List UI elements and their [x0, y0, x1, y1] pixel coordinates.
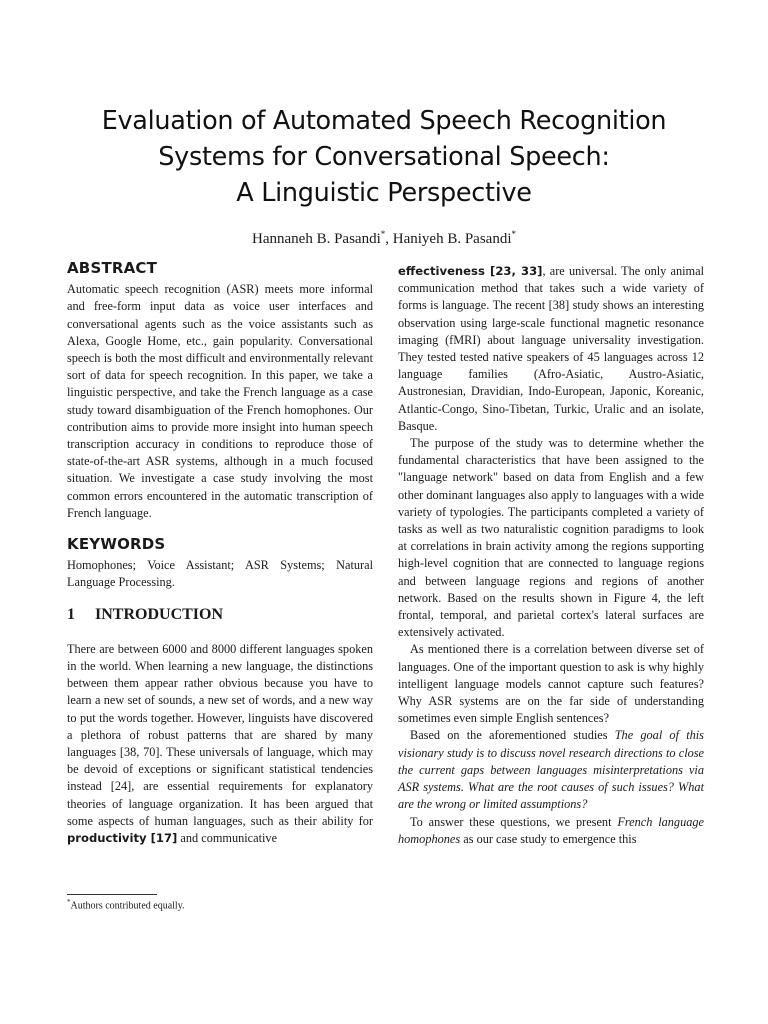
author-mark: *: [380, 229, 386, 239]
introduction-heading: [67, 606, 373, 623]
intro-p1-text: There are between 6000 and 8000 different languages spoken in the world. When learning a new language, the distinctions between them appear rather obvious because you have to learn a new set of sounds, a new set of words, and a new way to put the words together. However, linguists have discovered a plethora of robust patterns that are shared by many languages [38, 70]. These universals of language, which may be devoid of exceptions or significant statistical tendencies instead [24], are essential requirements for explanatory theories of language organization. It has been argued that some aspects of human languages, such as their ability for: [67, 641, 373, 828]
abstract-text: Automatic speech recognition (ASR) meets more informal and free-form input data as voice user interfaces and conversational agents such as the voice assistants such as Alexa, Google Home, etc., gain popularity. Conversational speech is both the most difficult and environmentally relevant sort of data for speech recognition. In this paper, we take a linguistic perspective, and take the French language as a case study toward disambiguation of the French homophones. Our contribution aims to provide more insight into human speech transcription accuracy in conditions to reproduce those of state-of-the-art ASR systems, although in a much focused situation. We investigate a case study involving the most common errors encountered in the automatic transcription of French language.: [67, 282, 373, 520]
title-line-2: Systems for Conversational Speech:: [158, 142, 610, 172]
intro-p1-cont: , are universal. The only animal communication method that takes such a wide variety of forms is language. The recent [38] study shows an interesting observation using large-scale functional magnetic resonance imaging (fMRI) about language universality investigation. They tested tested native speakers of 45 languages across 12 language families (Afro-Asiatic, Austro-Asiatic, Austronesian, Dravidian, Indo-European, Japonic, Koreanic, Atlantic-Congo, Sino-Tibetan, Turkic, Uralic and an isolate, Basque.: [398, 264, 704, 433]
title-line-3: A Linguistic Perspective: [236, 178, 532, 208]
intro-p5-cont: as our case study to emergence this: [460, 831, 637, 846]
keywords-heading: KEYWORDS: [67, 535, 166, 554]
right-column: [398, 263, 704, 848]
intro-paragraph-4: [398, 727, 704, 813]
intro-p5-text: To answer these questions, we present: [410, 814, 618, 829]
intro-paragraph-1-continued: [398, 263, 704, 435]
intro-paragraph-5: [398, 814, 704, 848]
footnote-rule: [67, 894, 157, 895]
author-list: [0, 229, 768, 248]
effectiveness-term: effectiveness [23, 33]: [398, 264, 543, 278]
author-name: Hannaneh B. Pasandi: [252, 231, 381, 247]
paper-title: [40, 103, 728, 211]
goal-statement: The goal of this visionary study is to discuss novel research directions to close the current gaps between languages misinterpretations via ASR systems. What are the root causes of such issues? What are the wrong or limited assumptions?: [398, 728, 704, 812]
section-title: INTRODUCTION: [95, 605, 224, 623]
keywords-text: Homophones; Voice Assistant; ASR Systems; Natural Language Processing.: [67, 558, 373, 590]
author-separator: ,: [385, 231, 393, 247]
section-number: 1: [67, 605, 75, 623]
abstract-heading: ABSTRACT: [67, 259, 158, 277]
intro-paragraph-3: As mentioned there is a correlation between diverse set of languages. One of the important question to ask is why highly intelligent language models cannot capture such features? Why ASR systems are on the far side of understanding sometimes even simple English sentences?: [398, 642, 704, 726]
author-name: Haniyeh B. Pasandi: [392, 231, 512, 247]
productivity-term: productivity [17]: [67, 831, 178, 846]
intro-paragraph-2: The purpose of the study was to determine whether the fundamental characteristics that have been assigned to the "language network" based on data from English and a few other dominant languages also apply to languages with a wide variety of typologies. The participants completed a variety of tasks as well as two naturalistic cognition paradigms to look at correlations in brain activity among the regions supporting high-level cognition that are connected to language regions and between language regions and regions of another network. Based on the results shown in Figure 4, the left frontal, temporal, and parietal cortex's lateral surfaces are extensively activated.: [398, 436, 704, 640]
footnote-mark: *: [67, 898, 71, 906]
left-column: [67, 260, 373, 847]
author-mark: *: [511, 229, 516, 239]
footnote: [67, 898, 185, 911]
title-line-1: Evaluation of Automated Speech Recognition: [101, 106, 667, 136]
intro-paragraph-1: [67, 641, 373, 847]
footnote-text: Authors contributed equally.: [70, 900, 185, 912]
intro-p4-text: Based on the aforementioned studies: [410, 728, 615, 743]
intro-p1-mid: and communicative: [177, 831, 278, 846]
case-study-term: French language homophones: [398, 814, 704, 846]
